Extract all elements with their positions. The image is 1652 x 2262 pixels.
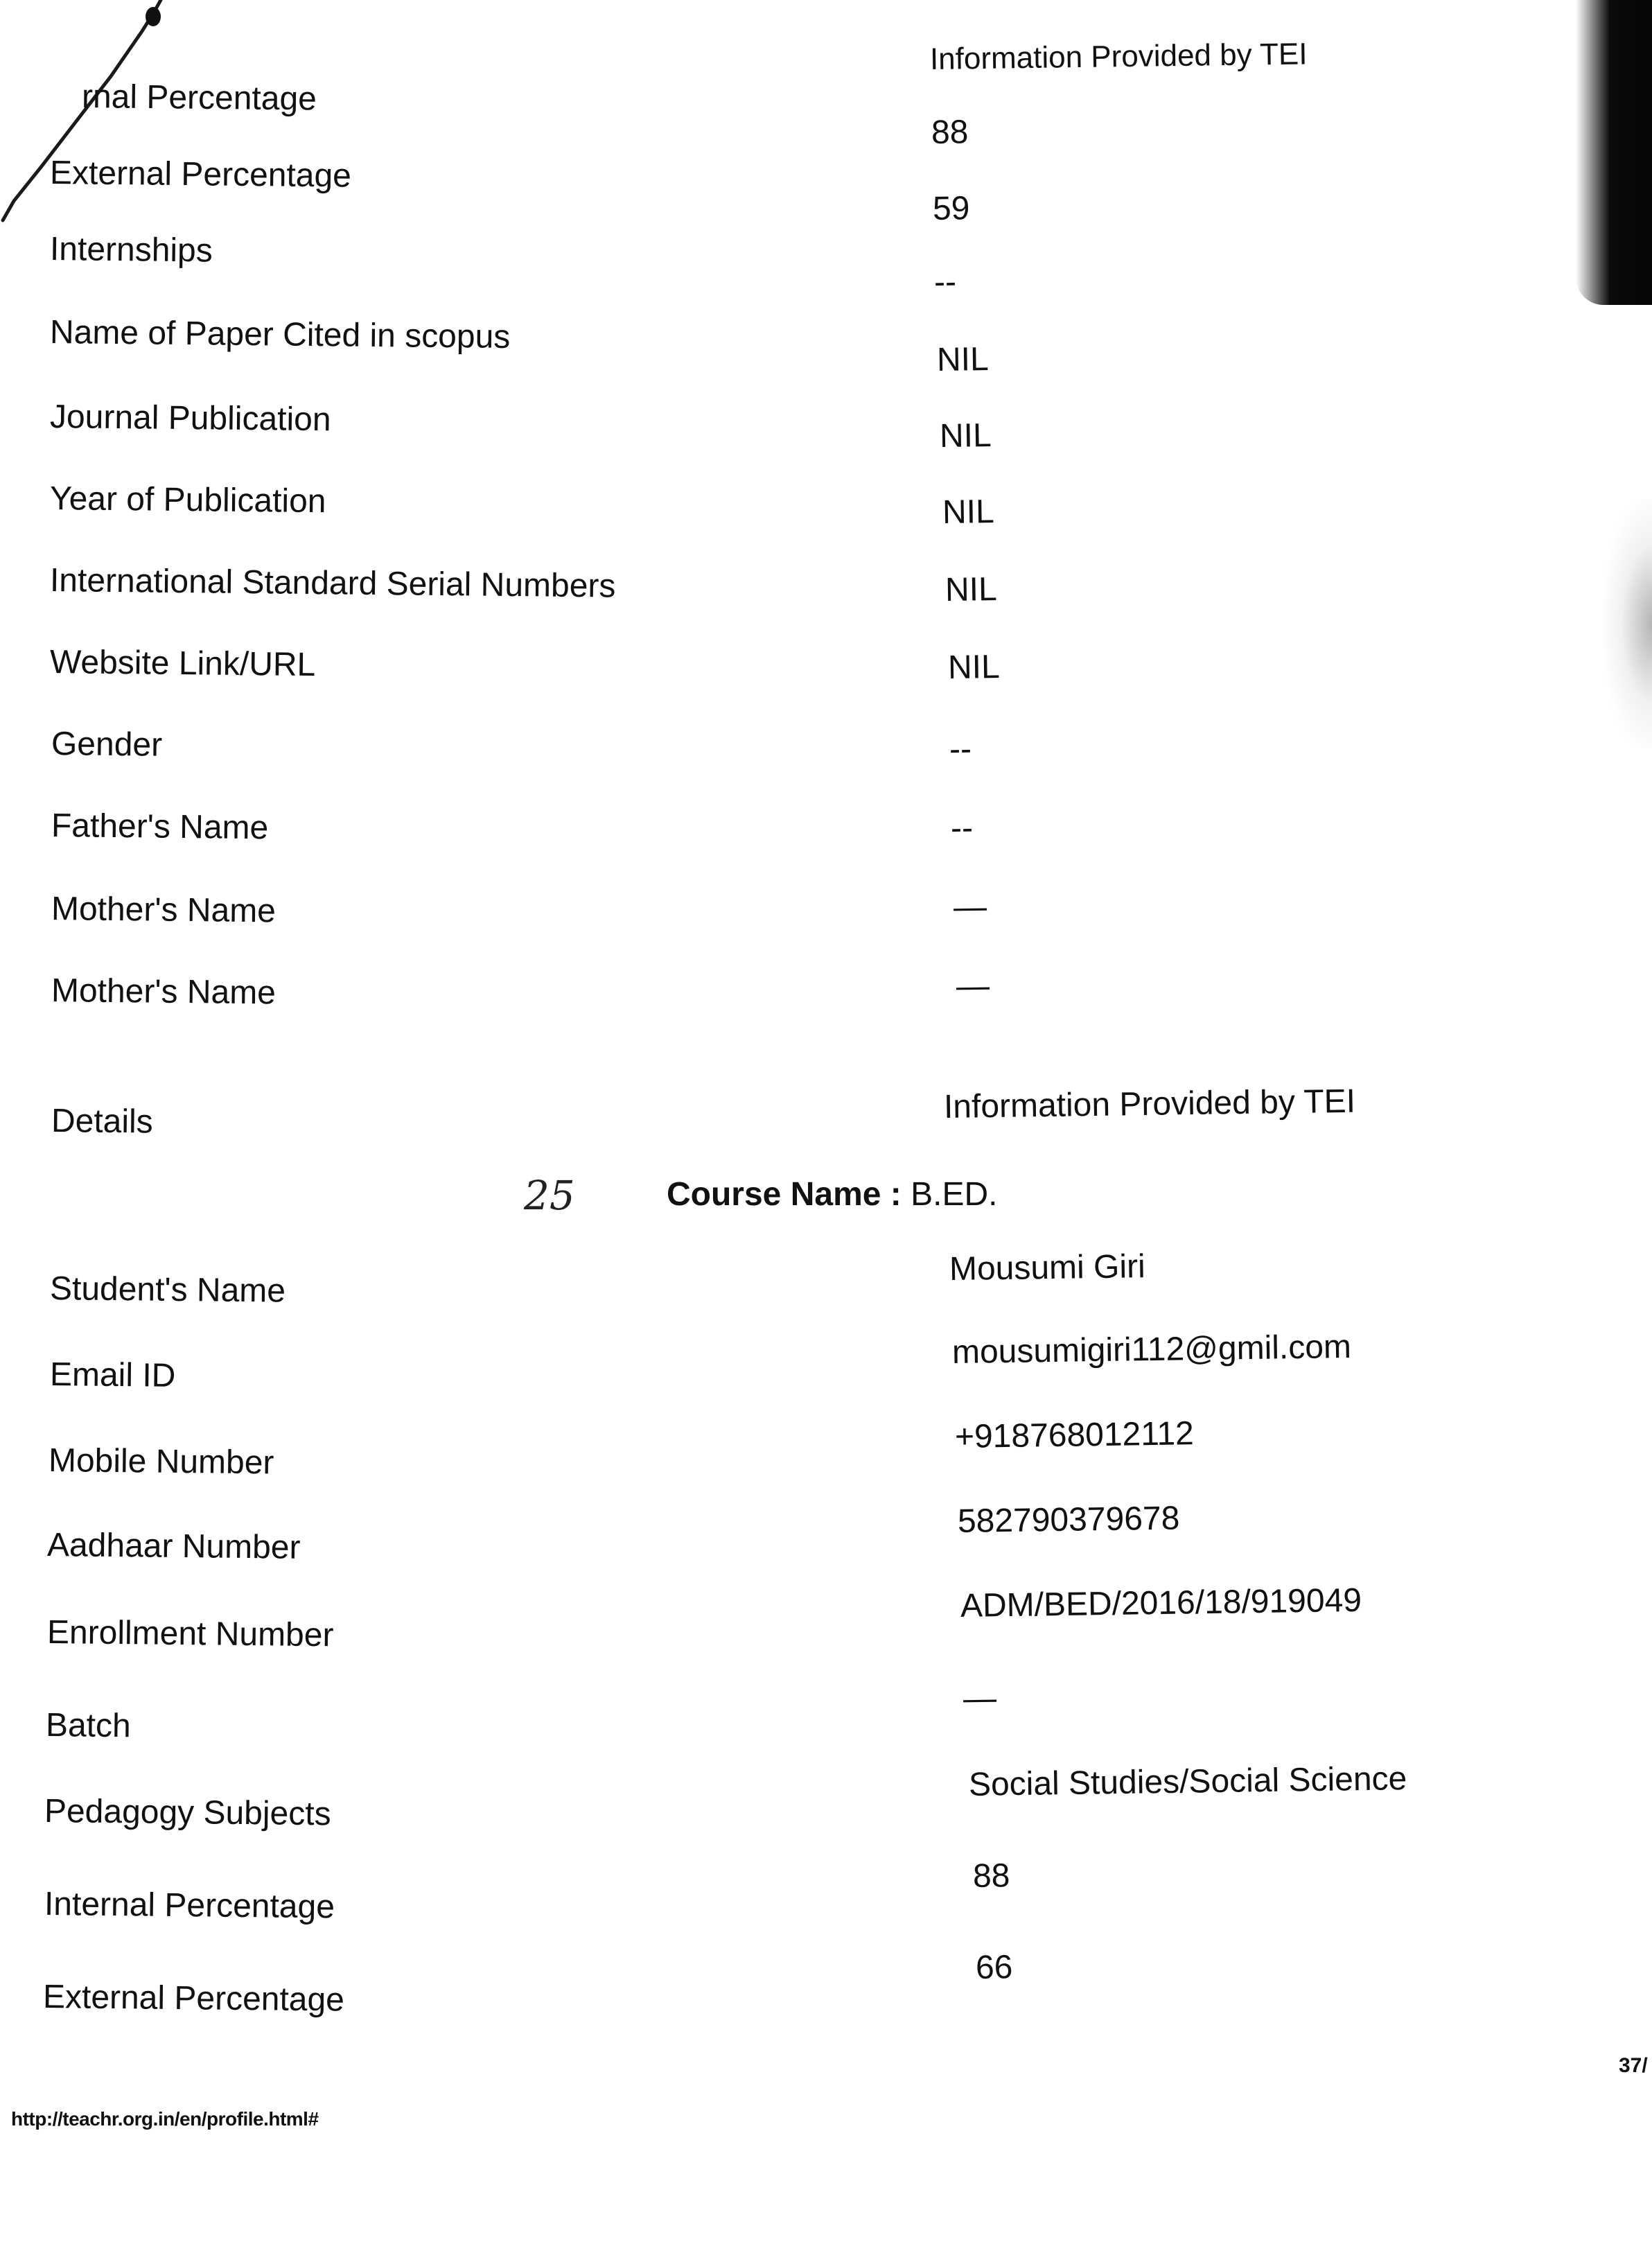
footer-url: http://teachr.org.in/en/profile.html# <box>11 2108 319 2130</box>
label-internships: Internships <box>49 231 213 270</box>
label-external-percentage: External Percentage <box>42 1979 345 2019</box>
handwritten-number: 25 <box>524 1172 575 1219</box>
label-aadhaar-number: Aadhaar Number <box>46 1527 301 1566</box>
value-pedagogy-subjects: Social Studies/Social Science <box>968 1760 1407 1803</box>
label-fathers-name: Father's Name <box>51 807 269 847</box>
value-enrollment-number: ADM/BED/2016/18/919049 <box>960 1581 1362 1624</box>
value-journal-publication: NIL <box>939 417 992 455</box>
value-paper-cited-scopus: NIL <box>936 340 990 378</box>
value-mobile-number: +918768012112 <box>954 1415 1195 1455</box>
course-name-line <box>667 1178 997 1211</box>
label-student-name: Student's Name <box>49 1270 286 1310</box>
label-pedagogy-subjects: Pedagogy Subjects <box>44 1793 331 1833</box>
label-mothers-name-2: Mother's Name <box>51 972 276 1012</box>
value-issn: NIL <box>944 570 998 608</box>
label-gender: Gender <box>51 726 163 764</box>
page-number: 37/ <box>1619 2054 1648 2077</box>
label-external-percentage-top: External Percentage <box>49 155 352 195</box>
label-enrollment-number: Enrollment Number <box>46 1614 334 1654</box>
value-aadhaar-number: 582790379678 <box>957 1500 1180 1540</box>
label-batch: Batch <box>45 1707 132 1745</box>
value-student-name: Mousumi Giri <box>949 1248 1146 1288</box>
label-journal-publication: Journal Publication <box>49 398 331 439</box>
label-internal-percentage-cut: rnal Percentage <box>81 78 317 118</box>
label-mothers-name-1: Mother's Name <box>51 891 276 930</box>
value-internal-percentage-top: 88 <box>931 114 969 151</box>
value-batch: — <box>963 1680 997 1717</box>
value-year-of-publication: NIL <box>942 493 995 531</box>
scan-smudge <box>1603 499 1652 748</box>
label-year-of-publication: Year of Publication <box>49 480 326 520</box>
course-name-label: Course Name : <box>667 1176 902 1213</box>
label-details: Details <box>51 1103 153 1141</box>
value-gender: -- <box>949 730 972 768</box>
value-email-id: mousumigiri112@gmil.com <box>951 1328 1352 1371</box>
top-header-value: Information Provided by TEI <box>929 37 1308 76</box>
value-external-percentage-top: 59 <box>932 190 970 227</box>
value-fathers-name: -- <box>950 809 974 847</box>
value-internships: -- <box>933 263 957 301</box>
label-paper-cited-scopus: Name of Paper Cited in scopus <box>49 314 511 356</box>
details-header-value: Information Provided by TEI <box>943 1082 1356 1125</box>
value-mothers-name-2: — <box>956 967 990 1005</box>
label-website-url: Website Link/URL <box>49 644 316 684</box>
label-internal-percentage: Internal Percentage <box>44 1886 335 1926</box>
value-website-url: NIL <box>947 648 1001 686</box>
label-mobile-number: Mobile Number <box>48 1442 274 1482</box>
scan-edge-shadow <box>1576 0 1652 305</box>
value-internal-percentage: 88 <box>972 1857 1010 1895</box>
value-external-percentage: 66 <box>975 1949 1013 1986</box>
course-name-value: B.ED. <box>911 1176 998 1213</box>
label-issn: International Standard Serial Numbers <box>49 562 616 605</box>
value-mothers-name-1: — <box>953 888 987 926</box>
label-email-id: Email ID <box>49 1356 176 1394</box>
